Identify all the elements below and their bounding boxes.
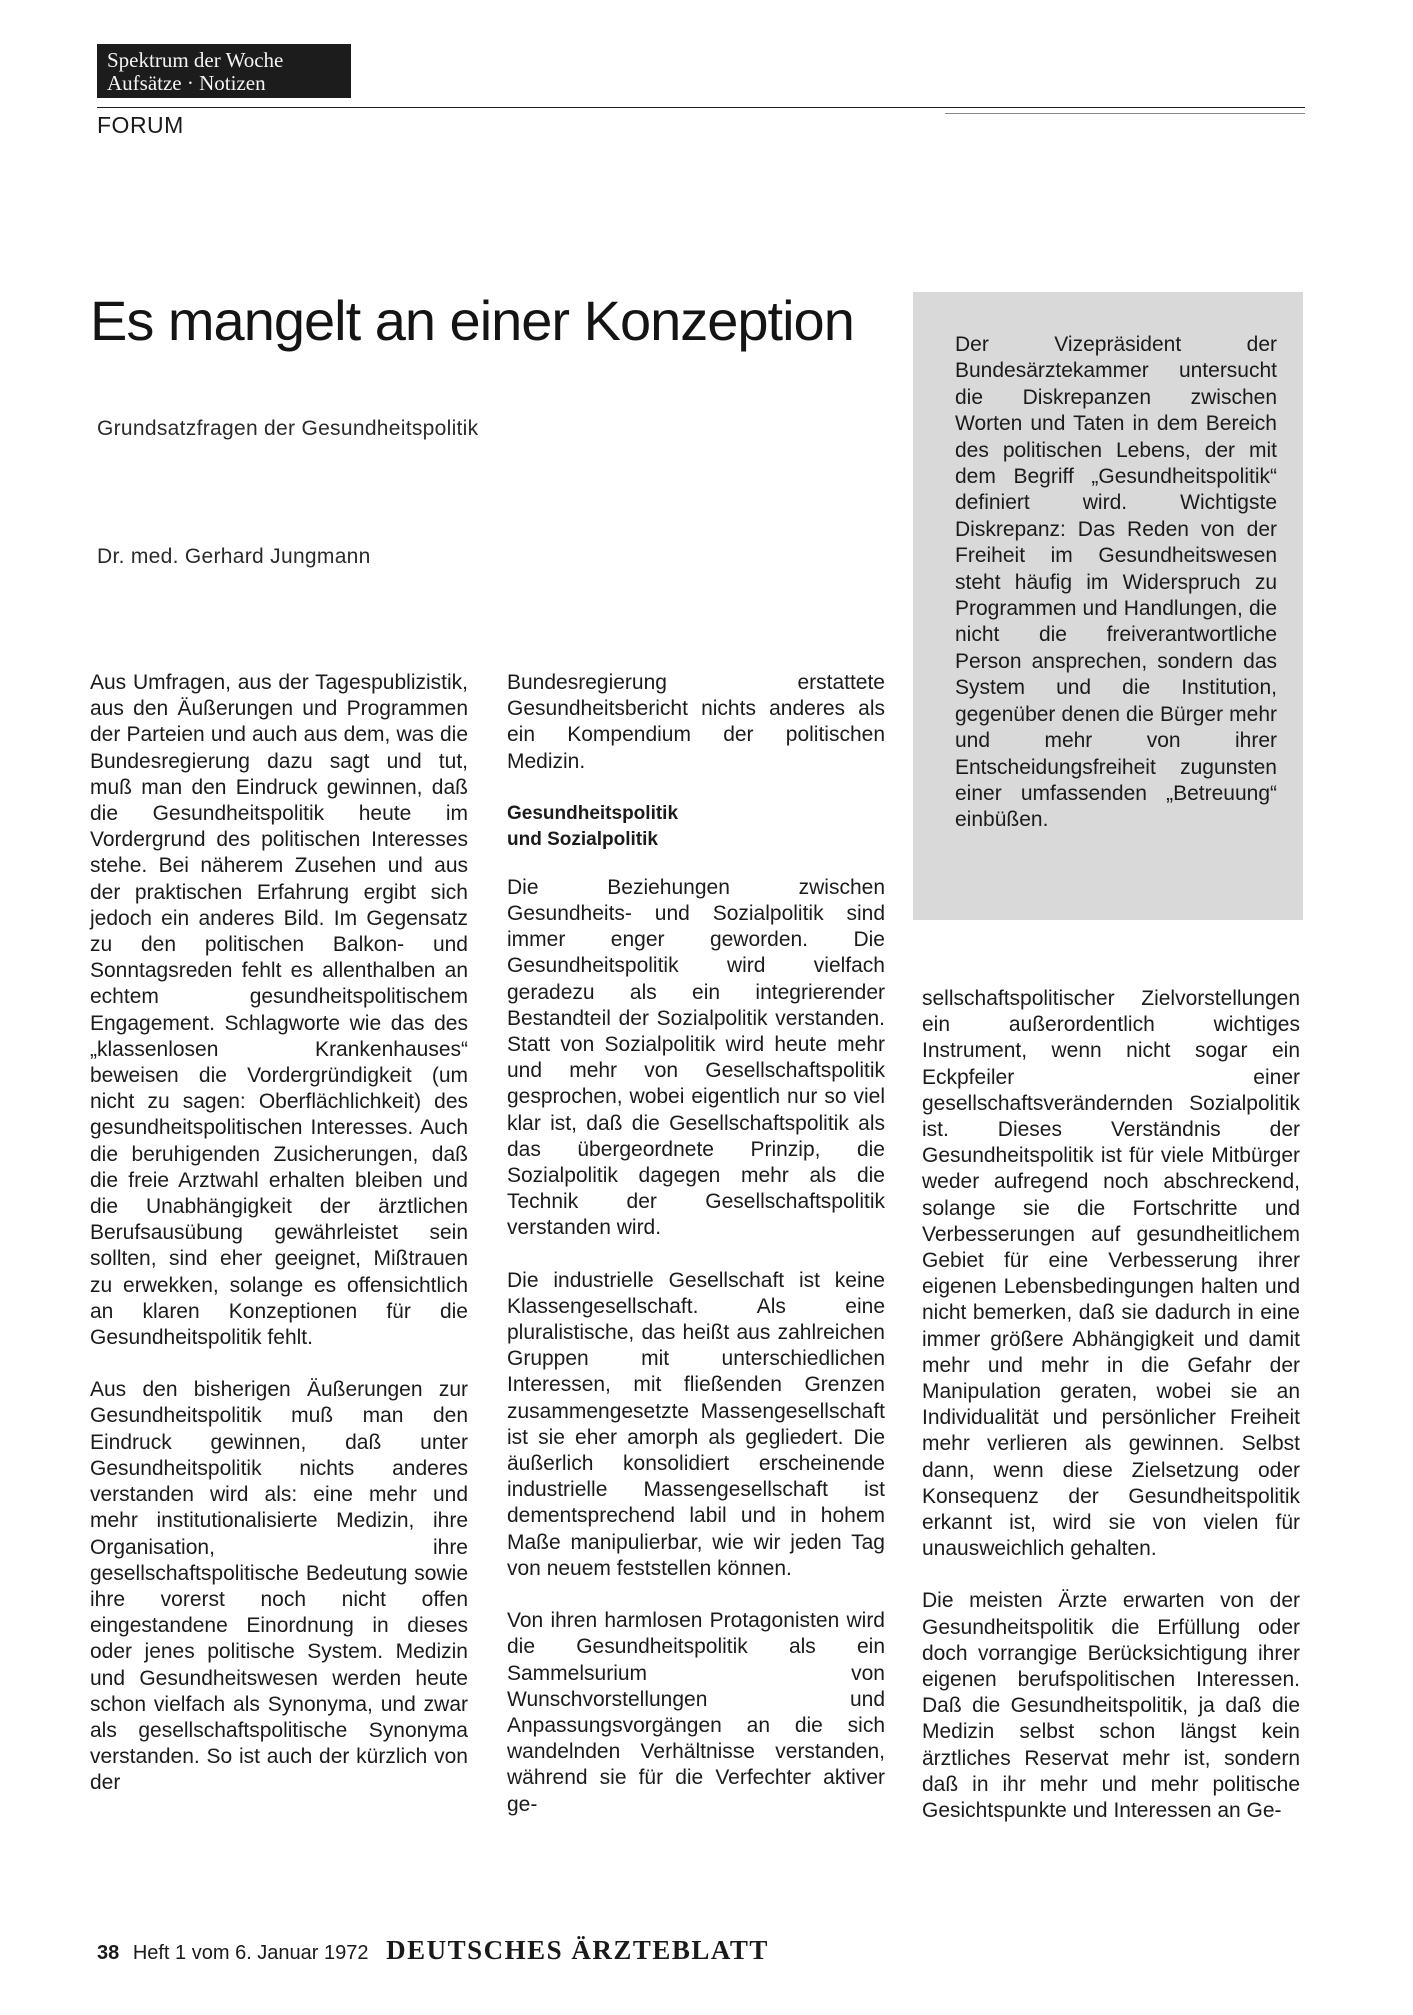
paragraph: Die Beziehungen zwischen Gesundheits- und Sozialpolitik sind immer enger geworden. Die Gesundheitspolitik wird vielfach geradezu als ein integrierender Bestandteil der Sozialpolitik verstanden. Statt von Sozialpolitik wird heute mehr und mehr von Gesellschaftspolitik gesprochen, wobei eigentlich nur so viel klar ist, daß die Gesellschaftspolitik als das übergeordnete Prinzip, die Sozialpolitik dagegen mehr als die Technik der Gesellschaftspolitik verstanden wird. xyxy=(507,875,885,1240)
badge-line-1: Spektrum der Woche xyxy=(107,48,284,72)
column-1 xyxy=(90,670,468,1823)
section-label: FORUM xyxy=(97,112,184,138)
paragraph: Von ihren harmlosen Protagonisten wird die Gesundheitspolitik als ein Sammelsurium von Wunschvorstellungen und Anpassungsvorgängen an die sich wandelnden Verhältnisse verstanden, während sie für die Verfechter aktiver ge- xyxy=(507,1609,885,1816)
subheading-line-2: und Sozialpolitik xyxy=(507,828,658,850)
journal-name: DEUTSCHES ÄRZTEBLATT xyxy=(386,1935,769,1965)
page-footer xyxy=(97,1935,769,1966)
subheading-line-1: Gesundheitspolitik xyxy=(507,802,679,824)
article-title: Es mangelt an einer Konzeption xyxy=(90,289,854,352)
article-author: Dr. med. Gerhard Jungmann xyxy=(97,545,371,568)
article-subtitle: Grundsatzfragen der Gesundheitspolitik xyxy=(97,417,479,440)
column-2 xyxy=(507,670,885,1844)
badge-line-2: Aufsätze · Notizen xyxy=(107,71,266,95)
subheading xyxy=(507,801,885,853)
page-number: 38 xyxy=(97,1942,120,1964)
paragraph: Die meisten Ärzte erwarten von der Gesundheitspolitik die Erfüllung oder doch vorrangige Berücksichtigung ihrer eigenen berufspolitischen Interessen. Daß die Gesundheitspolitik, ja daß die Medizin selbst schon längst kein ärztliches Reservat mehr ist, sondern daß in ihr mehr und mehr politische Gesichtspunkte und Interessen an Ge- xyxy=(922,1589,1300,1823)
paragraph: Aus Umfragen, aus der Tagespublizistik, aus den Äußerungen und Programmen der Parteien und auch aus dem, was die Bundesregierung dazu sagt und tut, muß man den Eindruck gewinnen, daß die Gesundheitspolitik heute im Vordergrund des politischen Interesses stehe. Bei näherem Zusehen und aus der praktischen Erfahrung ergibt sich jedoch ein anderes Bild. Im Gegensatz zu den politischen Balkon- und Sonntagsreden fehlt es allenthalben an echtem gesundheitspolitischem Engagement. Schlagworte wie das des „klassenlosen Krankenhauses“ beweisen die Vordergründigkeit (um nicht zu sagen: Oberflächlichkeit) des gesundheitspolitischen Interesses. Auch die beruhigenden Zusicherungen, daß die freie Arztwahl erhalten bleiben und die Unabhängigkeit der ärztlichen Berufsausübung gewährleistet sein sollten, sind eher geeignet, Mißtrauen zu erwekken, solange es offensichtlich an klaren Konzeptionen für die Gesundheitspolitik fehlt. xyxy=(90,671,468,1350)
paragraph: Bundesregierung erstattete Gesundheitsbericht nichts anderes als ein Kompendium der politischen Medizin. xyxy=(507,671,885,773)
column-3 xyxy=(922,986,1300,1850)
issue-info: Heft 1 vom 6. Januar 1972 xyxy=(132,1942,369,1964)
paragraph: Die industrielle Gesellschaft ist keine Klassengesellschaft. Als eine pluralistische, das heißt aus zahlreichen Gruppen mit unterschiedlichen Interessen, mit fließenden Grenzen zusammengesetzte Massengesellschaft ist sie eher amorph als gegliedert. Die äußerlich konsolidiert erscheinende industrielle Massengesellschaft ist dementsprechend labil und in hohem Maße manipulierbar, wie wir jeden Tag von neuem feststellen können. xyxy=(507,1268,885,1580)
lead-text: Der Vizepräsident der Bundesärztekammer untersucht die Diskrepanzen zwischen Worten und Taten in dem Bereich des politischen Lebens, der mit dem Begriff „Gesundheitspolitik“ definiert wird. Wichtigste Diskrepanz: Das Reden von der Freiheit im Gesundheitswesen steht häufig im Widerspruch zu Programmen und Handlungen, die nicht die freiverantwortliche Person ansprechen, sondern das System und die Institution, gegenüber denen die Bürger mehr und mehr von ihrer Entscheidungsfreiheit zugunsten einer umfassenden „Betreuung“ einbüßen. xyxy=(955,333,1277,832)
paragraph: Aus den bisherigen Äußerungen zur Gesundheitspolitik muß man den Eindruck gewinnen, daß unter Gesundheitspolitik nichts anderes verstanden wird als: eine mehr und mehr institutionalisierte Medizin, ihre Organisation, ihre gesellschaftspolitische Bedeutung sowie ihre vorerst noch nicht offen eingestandene Einordnung in dieses oder jenes politische System. Medizin und Gesundheitswesen werden heute schon vielfach als Synonyma, und zwar als gesellschaftspolitische Synonyma verstanden. So ist auch der kürzlich von der xyxy=(90,1378,468,1795)
paragraph: sellschaftspolitischer Zielvorstellungen ein außerordentlich wichtiges Instrument, wenn nicht sogar ein Eckpfeiler einer gesellschaftsverändernden Sozialpolitik ist. Dieses Verständnis der Gesundheitspolitik ist für viele Mitbürger weder aufregend noch abschreckend, solange sie die Fortschritte und Verbesserungen auf gesundheitlichem Gebiet für eine Verbesserung ihrer eigenen Lebensbedingungen halten und nicht bemerken, daß sie dadurch in eine immer größere Abhängigkeit und damit mehr und mehr in die Gefahr der Manipulation geraten, wobei sie an Individualität und persönlicher Freiheit mehr verlieren als gewinnen. Selbst dann, wenn diese Zielsetzung oder Konsequenz der Gesundheitspolitik erkannt ist, wird sie von vielen für unausweichlich gehalten. xyxy=(922,987,1300,1561)
section-badge xyxy=(97,44,351,98)
header-rule-secondary xyxy=(945,113,1305,114)
lead-box xyxy=(913,292,1303,920)
header-rule xyxy=(97,107,1305,108)
